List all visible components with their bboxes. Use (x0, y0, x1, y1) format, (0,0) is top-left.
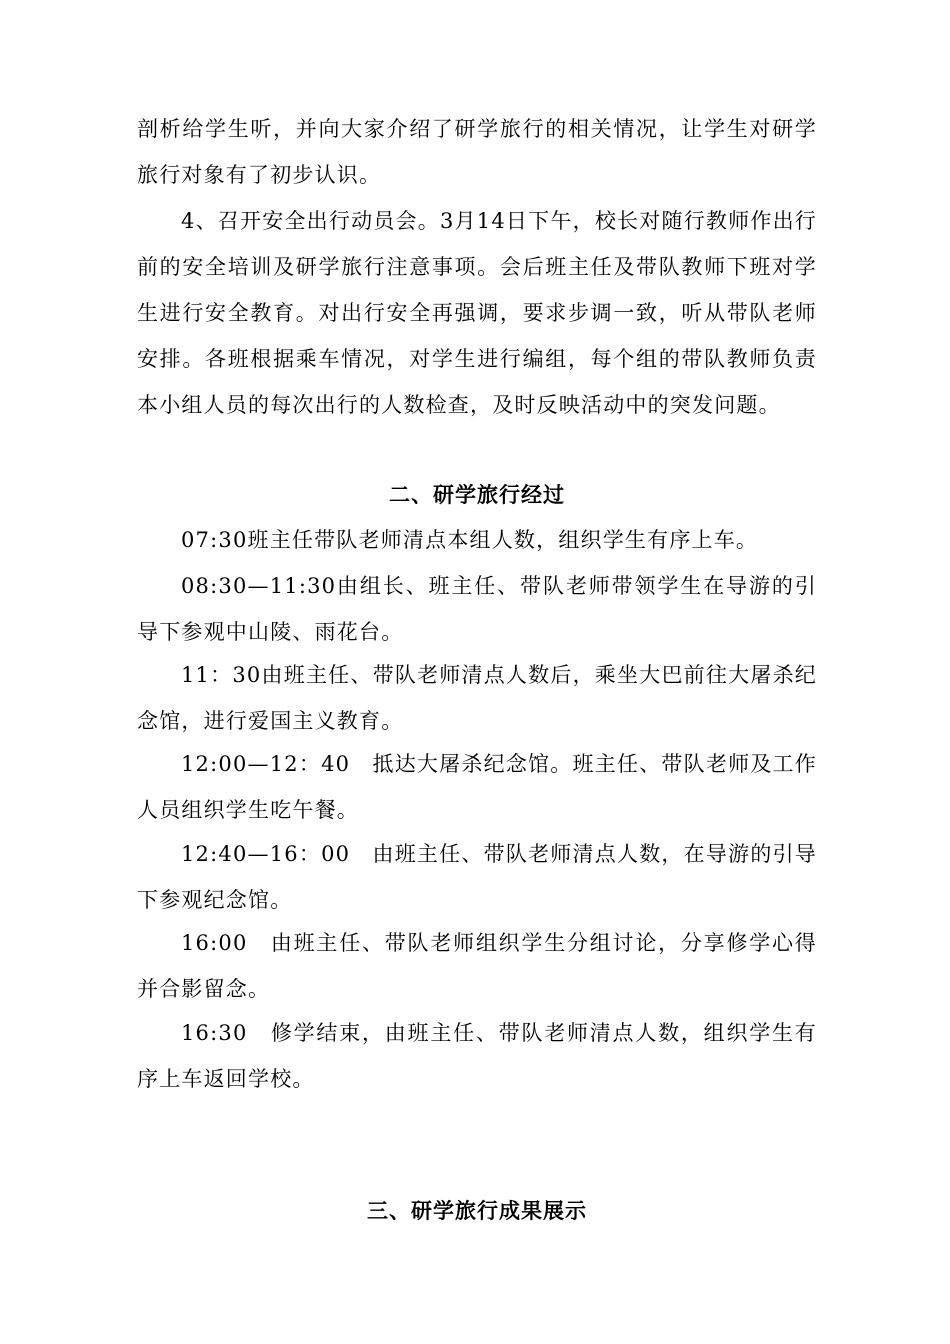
section-heading-results: 三、研学旅行成果展示 (367, 1198, 587, 1223)
schedule-item-1240: 12:40—16：00 由班主任、带队老师清点人数，在导游的引导下参观纪念馆。 (137, 842, 817, 912)
paragraph-safety-meeting: 4、召开安全出行动员会。3月14日下午，校长对随行教师作出行前的安全培训及研学旅行注意事项。会后班主任及带队教师下班对学生进行安全教育。对出行安全再强调，要求步调一致，听从带队老师安排。各班根据乘车情况，对学生进行编组，每个组的带队教师负责本小组人员的每次出行的人数检查，及时反映活动中的突发问题。 (137, 209, 817, 417)
section-heading-process: 二、研学旅行经过 (389, 482, 565, 507)
schedule-item-1630: 16:30 修学结束，由班主任、带队老师清点人数，组织学生有序上车返回学校。 (137, 1021, 817, 1091)
paragraph-intro-continuation: 剖析给学生听，并向大家介绍了研学旅行的相关情况，让学生对研学旅行对象有了初步认识。 (137, 117, 817, 187)
schedule-item-0830: 08:30—11:30由组长、班主任、带队老师带领学生在导游的引导下参观中山陵、雨花台。 (137, 574, 817, 644)
schedule-item-0730: 07:30班主任带队老师清点本组人数，组织学生有序上车。 (181, 528, 759, 552)
schedule-item-1130: 11：30由班主任、带队老师清点人数后，乘坐大巴前往大屠杀纪念馆，进行爱国主义教育。 (137, 663, 817, 733)
schedule-item-1600: 16:00 由班主任、带队老师组织学生分组讨论，分享修学心得并合影留念。 (137, 931, 817, 1001)
schedule-item-1200: 12:00—12：40 抵达大屠杀纪念馆。班主任、带队老师及工作人员组织学生吃午餐。 (137, 752, 817, 822)
